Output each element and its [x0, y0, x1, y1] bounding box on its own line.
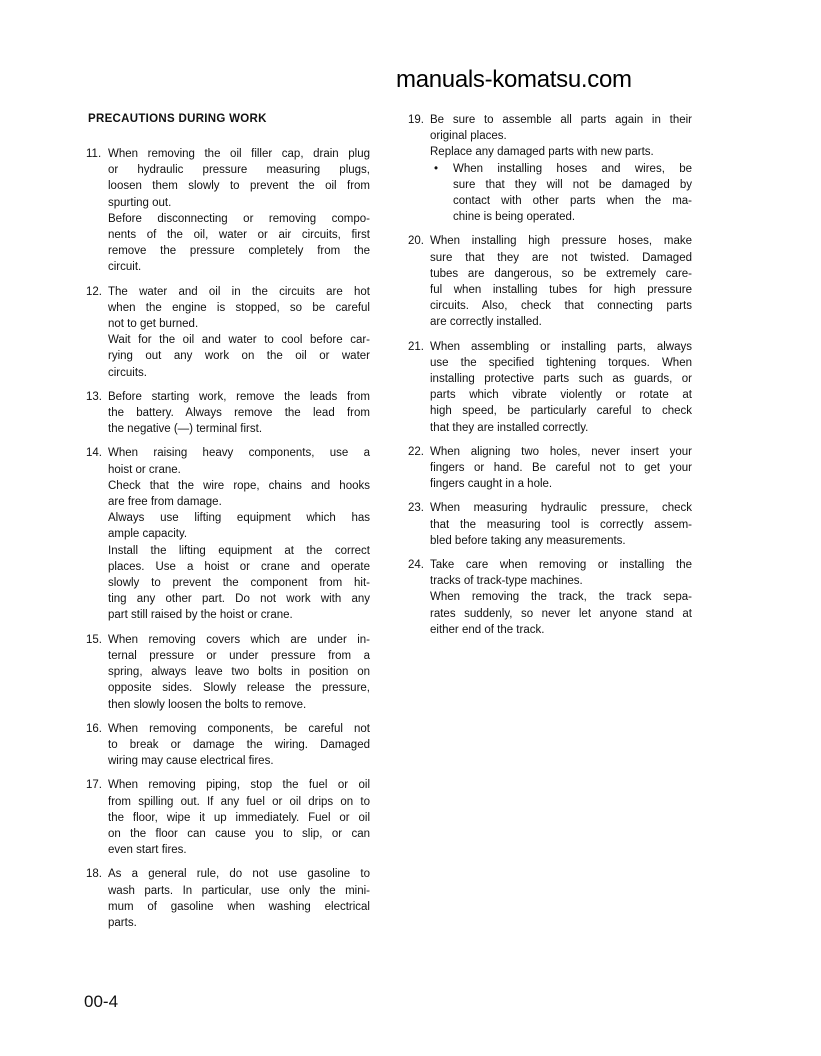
text-line: Install the lifting equipment at the correct — [108, 544, 370, 557]
item-number: 16. — [86, 722, 102, 735]
item-number: 13. — [86, 390, 102, 403]
text-line: Wait for the oil and water to cool before car- — [108, 334, 370, 347]
list-item — [86, 284, 370, 381]
item-number: 14. — [86, 447, 102, 460]
item-number: 24. — [408, 559, 424, 572]
bullet-icon: • — [434, 162, 439, 175]
list-item — [86, 146, 370, 276]
list-item — [408, 233, 692, 330]
text-line: When installing hoses and wires, be — [453, 162, 692, 175]
text-line: tracks of track-type machines. — [430, 575, 583, 588]
left-column — [86, 146, 370, 939]
text-line: the negative (—) terminal first. — [108, 423, 263, 436]
paragraph — [108, 478, 370, 510]
text-line: sure that they are not twisted. Damaged — [430, 251, 692, 264]
text-line: use the specified tightening torques. When — [430, 356, 692, 369]
item-number: 15. — [86, 633, 102, 646]
text-line: original places. — [430, 130, 507, 143]
text-line: contact with other parts when the ma- — [453, 195, 692, 208]
text-line: places. Use a hoist or crane and operate — [108, 560, 370, 573]
text-line: spurting out. — [108, 196, 172, 209]
paragraph — [430, 112, 692, 144]
text-line: that they are installed correctly. — [430, 421, 589, 434]
text-line: ting any other part. Do not work with any — [108, 593, 370, 606]
text-line: remove the pressure completely from the — [108, 245, 370, 258]
text-line: When removing piping, stop the fuel or oil — [108, 779, 370, 792]
text-line: spring, always leave two bolts in position on — [108, 666, 370, 679]
text-line: Before starting work, remove the leads from — [108, 390, 370, 403]
text-line: bled before taking any measurements. — [430, 534, 626, 547]
text-line: The water and oil in the circuits are hot — [108, 285, 370, 298]
paragraph — [430, 339, 692, 436]
text-line: the floor, wipe it up immediately. Fuel or oil — [108, 811, 370, 824]
paragraph — [430, 557, 692, 589]
paragraph — [430, 589, 692, 638]
item-number: 17. — [86, 779, 102, 792]
text-line: When installing high pressure hoses, make — [430, 235, 692, 248]
watermark: manuals-komatsu.com — [396, 66, 632, 93]
text-line: When raising heavy components, use a — [108, 447, 370, 460]
text-line: or hydraulic pressure measuring plugs, — [108, 164, 370, 177]
text-line: rates suddenly, so never let anyone stand at — [430, 607, 692, 620]
text-line: nents of the oil, water or air circuits, first — [108, 229, 370, 242]
text-line: installing protective parts such as guards, or — [430, 373, 692, 386]
paragraph — [430, 233, 692, 330]
text-line: even start fires. — [108, 844, 187, 857]
paragraph — [108, 632, 370, 713]
text-line: mum of gasoline when washing electrical — [108, 900, 370, 913]
text-line: Always use lifting equipment which has — [108, 512, 370, 525]
item-number: 23. — [408, 502, 424, 515]
paragraph — [430, 500, 692, 549]
text-line: Replace any damaged parts with new parts. — [430, 146, 654, 159]
text-line: When aligning two holes, never insert your — [430, 445, 692, 458]
text-line: high speed, be particularly careful to check — [430, 405, 692, 418]
text-line: fingers caught in a hole. — [430, 478, 553, 491]
text-line: not to get burned. — [108, 318, 199, 331]
text-line: Be sure to assemble all parts again in their — [430, 114, 692, 126]
list-item — [408, 339, 692, 436]
text-line: When removing covers which are under in- — [108, 633, 370, 646]
text-line: circuit. — [108, 261, 142, 274]
item-number: 18. — [86, 868, 102, 881]
text-line: ample capacity. — [108, 528, 188, 541]
text-line: from spilling out. If any fuel or oil drips on to — [108, 795, 370, 808]
item-number: 21. — [408, 340, 424, 353]
paragraph — [108, 866, 370, 931]
text-line: rying out any work on the oil or water — [108, 350, 370, 363]
item-number: 12. — [86, 285, 102, 298]
text-line: then slowly loosen the bolts to remove. — [108, 698, 307, 711]
list-item — [86, 445, 370, 623]
text-line: that the measuring tool is correctly assem- — [430, 518, 692, 531]
text-line: When removing the track, the track sepa- — [430, 591, 692, 604]
paragraph — [108, 389, 370, 438]
paragraph — [108, 445, 370, 477]
text-line: when the engine is stopped, so be careful — [108, 301, 370, 314]
paragraph — [430, 144, 692, 160]
list-item — [86, 866, 370, 931]
text-line: tubes are dangerous, so be extremely care- — [430, 267, 692, 280]
list-item — [86, 777, 370, 858]
paragraph — [108, 332, 370, 381]
item-number: 11. — [86, 148, 102, 160]
text-line: loosen them slowly to prevent the oil from — [108, 180, 370, 193]
paragraph — [108, 284, 370, 333]
text-line: When removing components, be careful not — [108, 722, 370, 735]
text-line: ternal pressure or under pressure from a — [108, 649, 370, 662]
paragraph — [430, 444, 692, 493]
text-line: Take care when removing or installing the — [430, 559, 692, 572]
text-line: slowly to prevent the component from hit- — [108, 577, 370, 590]
text-line: the battery. Always remove the lead from — [108, 407, 370, 420]
right-column — [408, 112, 692, 646]
text-line: circuits. Also, check that connecting parts — [430, 300, 692, 313]
page-number: 00-4 — [84, 992, 119, 1011]
text-line: wiring may cause electrical fires. — [108, 755, 274, 768]
text-line: ful when installing tubes for high pressure — [430, 284, 692, 297]
text-line: on the floor can cause you to slip, or can — [108, 827, 370, 840]
text-line: When removing the oil filler cap, drain plug — [108, 148, 370, 160]
text-line: to break or damage the wiring. Damaged — [108, 738, 370, 751]
section-title: PRECAUTIONS DURING WORK — [88, 113, 267, 125]
text-line: wash parts. In particular, use only the mini- — [108, 884, 370, 897]
paragraph — [108, 211, 370, 276]
paragraph — [108, 146, 370, 211]
list-item — [408, 500, 692, 549]
paragraph — [108, 510, 370, 542]
bullet-note — [430, 161, 692, 226]
list-item — [86, 389, 370, 438]
text-line: circuits. — [108, 366, 147, 379]
text-line: When assembling or installing parts, always — [430, 340, 692, 353]
text-line: Check that the wire rope, chains and hooks — [108, 479, 370, 492]
text-line: either end of the track. — [430, 623, 545, 636]
text-line: are correctly installed. — [430, 316, 542, 329]
text-line: parts which vibrate violently or rotate at — [430, 389, 692, 402]
text-line: hoist or crane. — [108, 463, 181, 476]
text-line: sure that they will not be damaged by — [453, 178, 692, 191]
text-line: opposite sides. Slowly release the pressure, — [108, 682, 370, 695]
text-line: are free from damage. — [108, 496, 222, 509]
paragraph — [108, 543, 370, 624]
list-item — [408, 112, 692, 225]
list-item — [408, 444, 692, 493]
list-item — [408, 557, 692, 638]
list-item — [86, 632, 370, 713]
item-number: 20. — [408, 235, 424, 248]
item-number: 19. — [408, 114, 424, 126]
paragraph — [108, 777, 370, 858]
text-line: parts. — [108, 916, 137, 929]
text-line: When measuring hydraulic pressure, check — [430, 502, 692, 515]
text-line: As a general rule, do not use gasoline to — [108, 868, 370, 881]
text-line: part still raised by the hoist or crane. — [108, 609, 293, 622]
text-line: Before disconnecting or removing compo- — [108, 212, 370, 225]
text-line: chine is being operated. — [453, 211, 576, 224]
list-item — [86, 721, 370, 770]
item-number: 22. — [408, 445, 424, 458]
text-line: fingers or hand. Be careful not to get your — [430, 462, 692, 475]
paragraph — [108, 721, 370, 770]
